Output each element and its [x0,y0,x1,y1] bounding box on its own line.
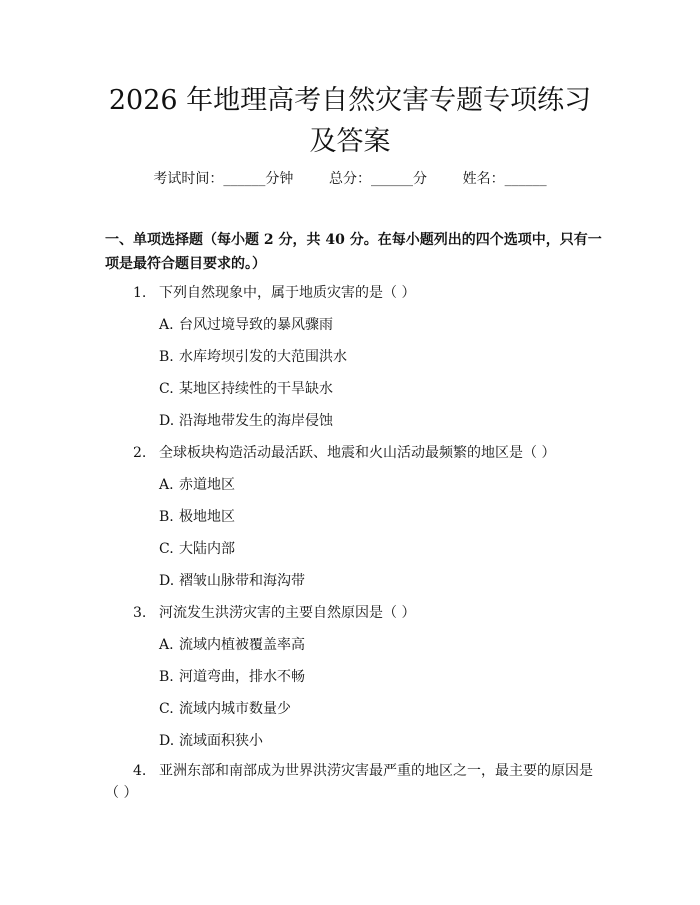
score-label: 总分： [329,171,371,187]
option-letter: C. [159,541,174,557]
option-text: 沿海地带发生的海岸侵蚀 [179,413,333,429]
option [159,506,235,526]
option-text: 流域内城市数量少 [179,701,291,717]
question-text: 亚洲东部和南部成为世界洪涝灾害最严重的地区之一，最主要的原因是（ ） [105,763,593,801]
option-letter: A. [159,477,174,493]
option-text: 某地区持续性的干旱缺水 [179,381,333,397]
question-number: 4. [133,763,147,779]
question-number: 2. [133,445,147,461]
page-title: 2026 年地理高考自然灾害专题专项练习及答案 [108,85,592,157]
option-letter: B. [159,669,174,685]
score-unit: 分 [413,171,427,187]
option-text: 河道弯曲，排水不畅 [179,669,305,685]
question [133,602,415,622]
score-blank: ______ [371,171,413,187]
name-label: 姓名： [462,171,505,187]
question [133,442,555,462]
option-letter: A. [159,637,174,653]
option-letter: D. [159,573,175,589]
question-number: 1. [133,285,147,301]
option-text: 水库垮坝引发的大范围洪水 [179,349,347,365]
option [159,474,235,494]
option [159,634,305,654]
option-text: 褶皱山脉带和海沟带 [179,573,305,589]
option-text: 台风过境导致的暴风骤雨 [179,317,333,333]
option-text: 极地地区 [179,509,235,525]
option-letter: C. [159,381,174,397]
option [159,538,235,558]
option [159,314,333,334]
option-letter: A. [159,317,174,333]
option-letter: B. [159,349,174,365]
question-number: 3. [133,605,147,621]
option-text: 大陆内部 [179,541,235,557]
option-letter: B. [159,509,174,525]
option [159,410,333,430]
option [159,570,305,590]
option [159,730,263,750]
option-letter: C. [159,701,174,717]
option-text: 赤道地区 [179,477,235,493]
option [159,346,347,366]
option [159,666,305,686]
question [133,282,415,302]
option [159,378,333,398]
exam-info-line [0,168,700,188]
section-heading: 一、单项选择题（每小题 2 分，共 40 分。在每小题列出的四个选项中，只有一项是最符合题目要求的。） [105,232,602,272]
time-blank: ______ [223,171,266,187]
time-label: 考试时间： [153,171,224,187]
option-letter: D. [159,413,175,429]
option-text: 流域面积狭小 [179,733,263,749]
option-text: 流域内植被覆盖率高 [179,637,305,653]
question-text: 下列自然现象中，属于地质灾害的是（ ） [159,285,416,301]
question-text: 全球板块构造活动最活跃、地震和火山活动最频繁的地区是（ ） [159,445,556,461]
question [105,760,600,804]
option [159,698,291,718]
question-text: 河流发生洪涝灾害的主要自然原因是（ ） [159,605,416,621]
option-letter: D. [159,733,175,749]
name-blank: ______ [504,171,547,187]
time-unit: 分钟 [265,171,294,187]
